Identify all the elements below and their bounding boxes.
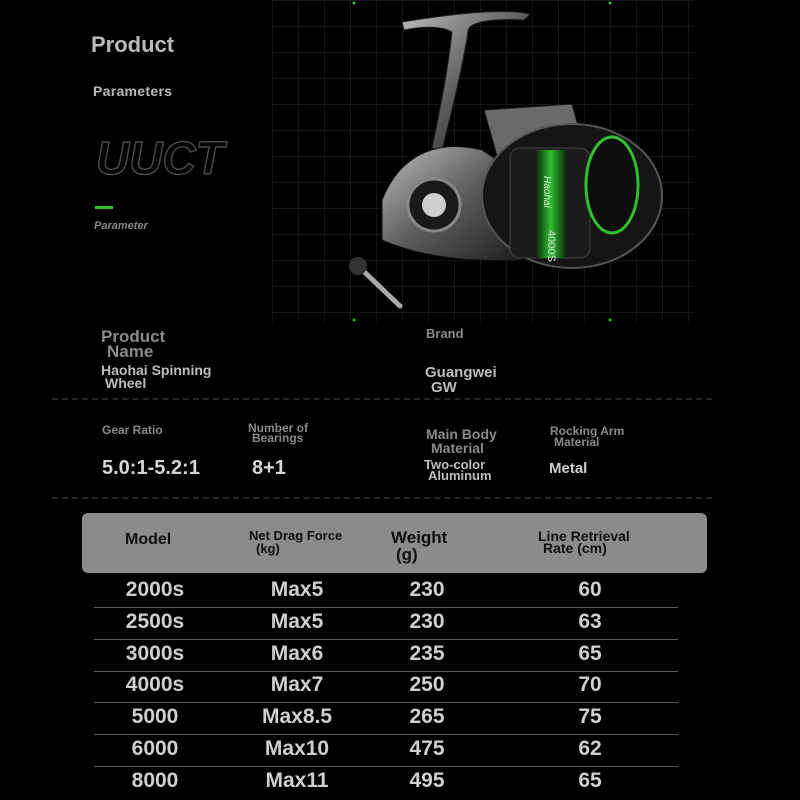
table-cell-model: 2500s <box>125 609 185 633</box>
bearings-value: 8+1 <box>252 457 286 479</box>
table-cell-line: 70 <box>578 673 602 697</box>
table-cell-model: 5000 <box>131 705 179 729</box>
product-name-label-1: Product <box>101 327 166 346</box>
table-cell-drag: Max6 <box>270 641 324 665</box>
body-material-value-2: Aluminum <box>428 468 492 483</box>
table-cell-weight: 475 <box>409 737 445 760</box>
row-divider <box>94 734 678 735</box>
gear-ratio-value: 5.0:1-5.2:1 <box>102 457 200 479</box>
table-cell-weight: 230 <box>409 609 445 633</box>
table-cell-weight: 265 <box>409 705 445 729</box>
row-divider <box>94 766 678 767</box>
product-name-label-2: Name <box>107 342 154 361</box>
table-cell-line: 75 <box>578 705 602 729</box>
table-cell-model: 3000s <box>125 641 185 665</box>
brand-value-1: Guangwei <box>425 364 497 381</box>
table-cell-weight: 250 <box>409 673 445 697</box>
col-line-1: Line Retrieval <box>538 528 630 544</box>
table-cell-line: 63 <box>578 609 602 633</box>
table-cell-weight: 495 <box>409 768 445 792</box>
table-cell-model: 6000 <box>131 737 179 760</box>
table-cell-line: 65 <box>578 768 602 792</box>
col-weight-1: Weight <box>391 528 448 547</box>
table-cell-model: 2000s <box>125 578 185 601</box>
table-cell-drag: Max10 <box>264 737 330 760</box>
section-divider <box>52 497 712 499</box>
brand-logo <box>94 128 224 184</box>
brand-value-2: GW <box>431 379 457 396</box>
section-divider <box>52 398 712 400</box>
logo-text: UUCT <box>96 132 224 184</box>
page-subtitle: Parameters <box>93 83 173 99</box>
accent-dash <box>95 206 113 209</box>
brand-label: Brand <box>426 326 464 341</box>
table-cell-line: 62 <box>578 737 602 760</box>
body-material-label-1: Main Body <box>426 426 497 442</box>
table-cell-weight: 235 <box>409 641 445 665</box>
row-divider <box>94 607 678 608</box>
bearings-label-2: Bearings <box>252 431 304 445</box>
table-cell-drag: Max5 <box>270 609 324 633</box>
product-image <box>272 0 694 322</box>
gear-ratio-label: Gear Ratio <box>102 423 163 437</box>
parameter-caption: Parameter <box>94 220 148 232</box>
page-title: Product <box>91 32 175 57</box>
arm-material-label-2: Material <box>554 435 600 449</box>
col-weight-2: (g) <box>396 545 418 564</box>
col-drag-2: (kg) <box>256 541 280 556</box>
spool-size-text: 4000S <box>545 230 557 262</box>
col-drag-1: Net Drag Force <box>249 528 343 543</box>
product-name-value-1: Haohai Spinning <box>101 362 212 378</box>
arm-material-label-1: Rocking Arm <box>550 424 625 438</box>
col-model: Model <box>125 531 172 548</box>
row-divider <box>94 702 678 703</box>
table-cell-model: 4000s <box>125 673 185 697</box>
spool-brand-text: Haohai <box>541 176 552 208</box>
table-cell-weight: 230 <box>409 578 445 601</box>
body-material-value-1: Two-color <box>424 457 486 472</box>
table-cell-drag: Max7 <box>270 673 324 697</box>
arm-material-value: Metal <box>549 460 588 477</box>
body-material-label-2: Material <box>431 440 484 456</box>
table-cell-line: 60 <box>578 578 602 601</box>
table-cell-drag: Max5 <box>270 578 324 601</box>
table-cell-drag: Max8.5 <box>261 705 333 729</box>
table-cell-model: 8000 <box>131 768 179 792</box>
col-line-2: Rate (cm) <box>543 540 607 556</box>
bearings-label-1: Number of <box>248 421 308 435</box>
table-header <box>82 513 707 573</box>
row-divider <box>94 671 678 672</box>
table-cell-line: 65 <box>578 641 602 665</box>
reel-spool <box>482 124 662 268</box>
row-divider <box>94 639 678 640</box>
product-name-value-2: Wheel <box>105 375 147 391</box>
table-cell-drag: Max11 <box>265 768 329 792</box>
